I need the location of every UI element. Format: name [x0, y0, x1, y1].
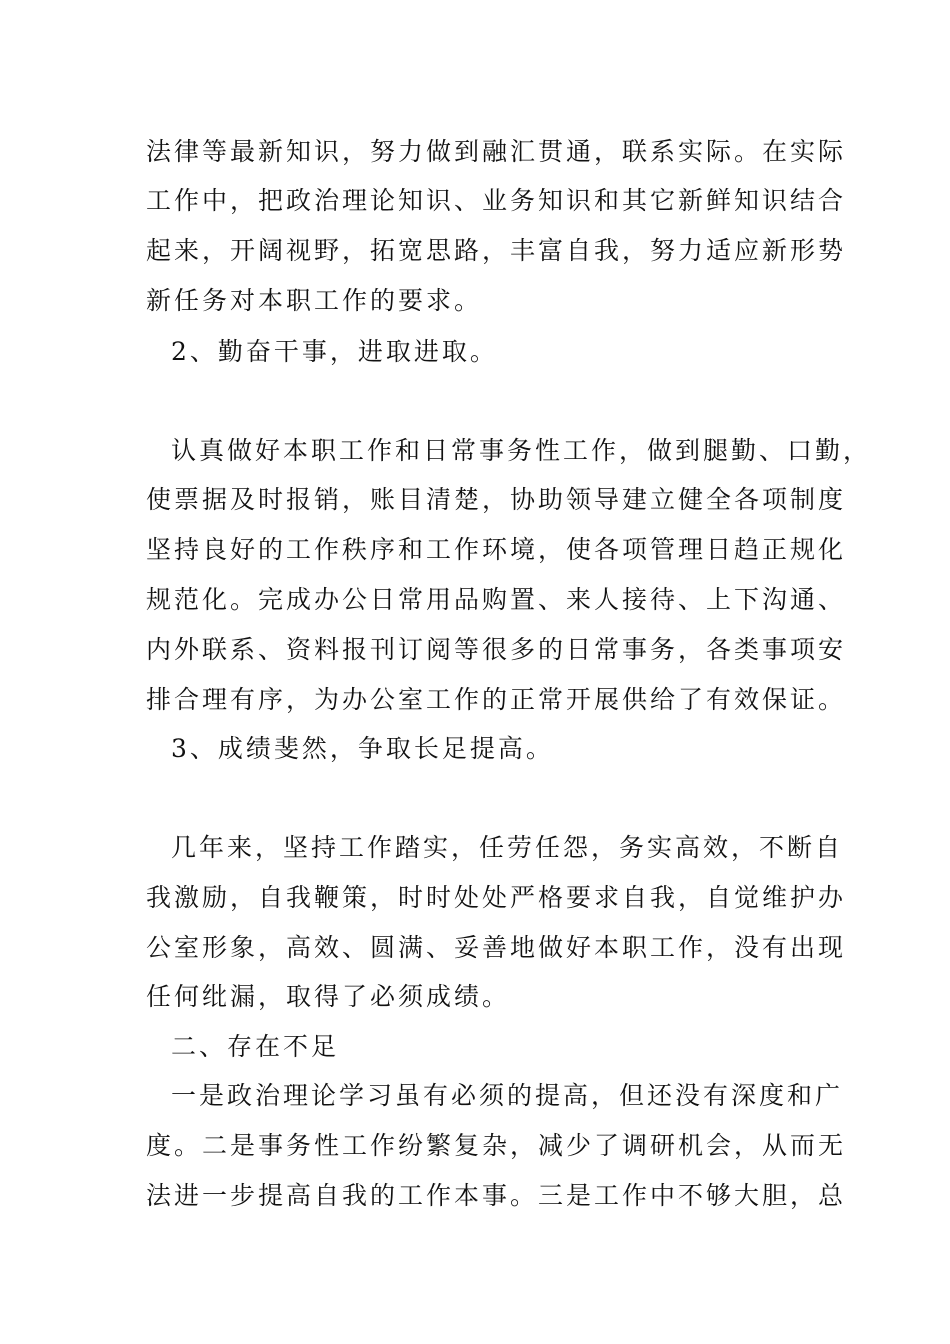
- text-line: 法律等最新知识，努力做到融汇贯通，联系实际。在实际: [146, 137, 847, 166]
- section-heading: 二、存在不足: [171, 1032, 340, 1061]
- section-heading: 3、成绩斐然，争取长足提高。: [171, 734, 554, 763]
- text-line: 起来，开阔视野，拓宽思路，丰富自我，努力适应新形势: [146, 236, 847, 265]
- text-line: 工作中，把政治理论知识、业务知识和其它新鲜知识结合: [146, 186, 847, 215]
- section-heading: 2、勤奋干事，进取进取。: [171, 337, 498, 366]
- text-line: 规范化。完成办公日常用品购置、来人接待、上下沟通、: [146, 585, 847, 614]
- text-line: 我激励，自我鞭策，时时处处严格要求自我，自觉维护办: [146, 883, 847, 912]
- text-line: 法进一步提高自我的工作本事。三是工作中不够大胆，总: [146, 1181, 847, 1210]
- text-line: 任何纰漏，取得了必须成绩。: [146, 982, 511, 1011]
- text-line: 认真做好本职工作和日常事务性工作，做到腿勤、口勤，: [171, 436, 872, 465]
- text-line: 度。二是事务性工作纷繁复杂，减少了调研机会，从而无: [146, 1131, 847, 1160]
- text-line: 坚持良好的工作秩序和工作环境，使各项管理日趋正规化: [146, 535, 847, 564]
- text-line: 一是政治理论学习虽有必须的提高，但还没有深度和广: [171, 1081, 844, 1110]
- text-line: 几年来，坚持工作踏实，任劳任怨，务实高效，不断自: [171, 833, 844, 862]
- text-line: 排合理有序，为办公室工作的正常开展供给了有效保证。: [146, 685, 847, 714]
- text-line: 新任务对本职工作的要求。: [146, 286, 483, 315]
- text-line: 使票据及时报销，账目清楚，协助领导建立健全各项制度: [146, 485, 847, 514]
- text-line: 内外联系、资料报刊订阅等很多的日常事务，各类事项安: [146, 635, 847, 664]
- text-line: 公室形象，高效、圆满、妥善地做好本职工作，没有出现: [146, 933, 847, 962]
